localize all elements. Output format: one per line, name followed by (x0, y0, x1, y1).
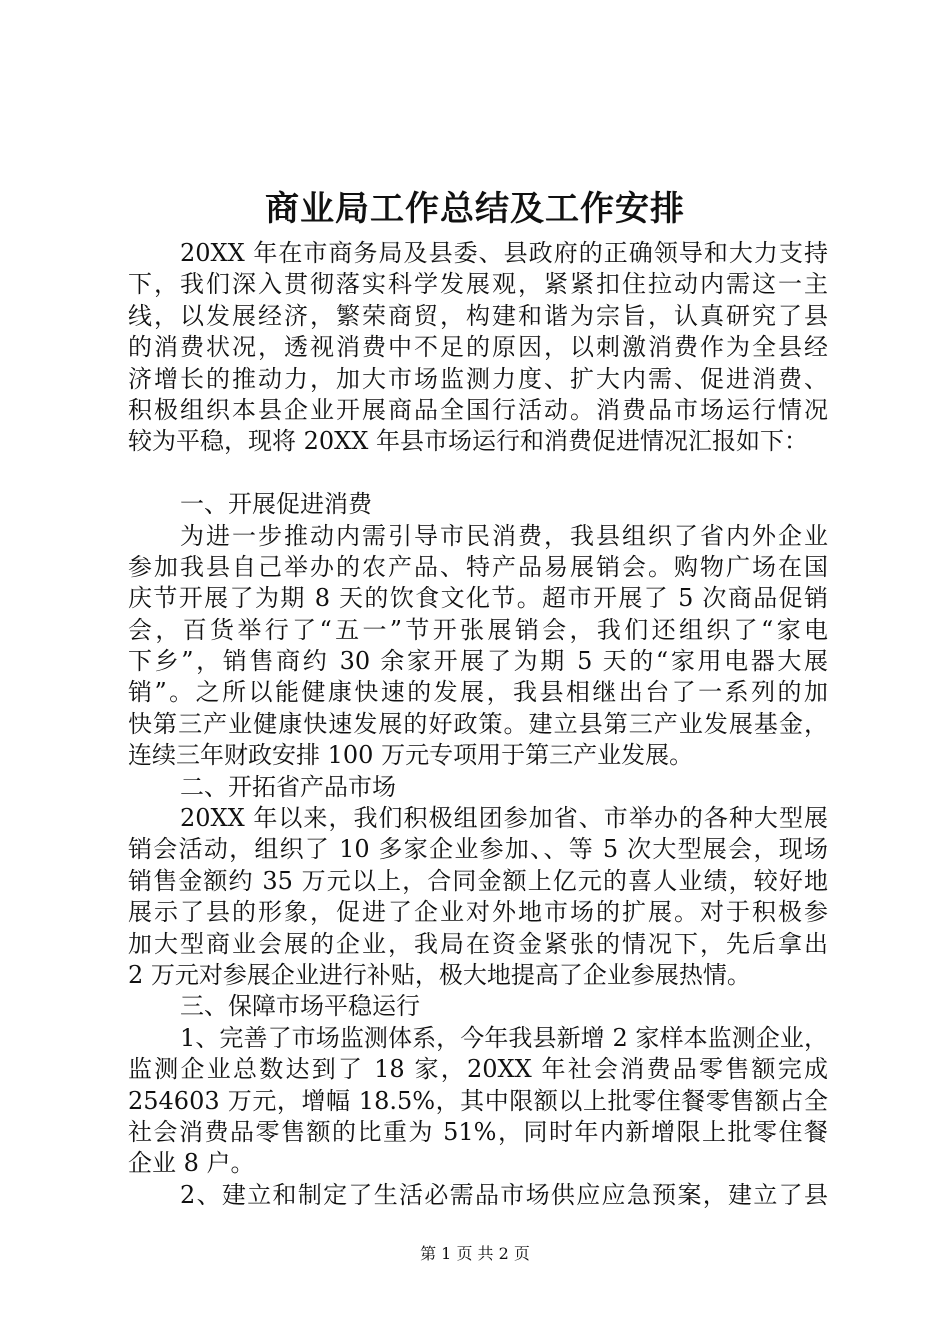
paragraph-line: 254603 万元，增幅 18.5%，其中限额以上批零住餐零售额占全 (128, 1086, 828, 1115)
paragraph-line: 销会活动，组织了 10 多家企业参加、、等 5 次大型展会，现场 (128, 835, 828, 864)
paragraph-gap (128, 458, 828, 489)
paragraph-line: 快第三产业健康快速发展的好政策。建立县第三产业发展基金， (128, 709, 828, 738)
page-footer: 第 1 页 共 2 页 (420, 1244, 530, 1263)
paragraph-line: 庆节开展了为期 8 天的饮食文化节。超市开展了 5 次商品促销 (128, 584, 828, 613)
section-heading: 一、开展促进消费 (180, 490, 372, 519)
paragraph-line: 积极组织本县企业开展商品全国行活动。消费品市场运行情况 (128, 395, 828, 424)
paragraph-line: 销售金额约 35 万元以上，合同金额上亿元的喜人业绩，较好地 (128, 866, 828, 895)
paragraph-line: 加大型商业会展的企业，我局在资金紧张的情况下，先后拿出 (128, 929, 828, 958)
paragraph-line: 为进一步推动内需引导市民消费，我县组织了省内外企业 (180, 521, 828, 550)
section-heading: 三、保障市场平稳运行 (180, 992, 420, 1021)
paragraph-line: 20XX 年以来，我们积极组团参加省、市举办的各种大型展 (180, 804, 828, 833)
paragraph-line: 社会消费品零售额的比重为 51%，同时年内新增限上批零住餐 (128, 1117, 828, 1146)
paragraph-line: 下，我们深入贯彻落实科学发展观，紧紧扣住拉动内需这一主 (128, 270, 828, 299)
paragraph-line: 企业 8 户。 (128, 1149, 255, 1178)
document-body (128, 238, 828, 1211)
paragraph-line: 2 万元对参展企业进行补贴，极大地提高了企业参展热情。 (128, 960, 751, 989)
paragraph-line: 较为平稳，现将 20XX 年县市场运行和消费促进情况汇报如下： (128, 427, 808, 456)
paragraph-line: 下乡”，销售商约 30 余家开展了为期 5 天的“家用电器大展 (128, 647, 828, 676)
paragraph-line: 会，百货举行了“五一”节开张展销会，我们还组织了“家电 (128, 615, 828, 644)
document-title: 商业局工作总结及工作安排 (265, 189, 685, 229)
paragraph-line: 1、完善了市场监测体系，今年我县新增 2 家样本监测企业， (180, 1023, 828, 1052)
paragraph-line: 连续三年财政安排 100 万元专项用于第三产业发展。 (128, 741, 694, 770)
paragraph-line: 的消费状况，透视消费中不足的原因，以刺激消费作为全县经 (128, 333, 828, 362)
paragraph-line: 参加我县自己举办的农产品、特产品易展销会。购物广场在国 (128, 552, 828, 581)
section-heading: 二、开拓省产品市场 (180, 772, 396, 801)
paragraph-line: 线，以发展经济，繁荣商贸，构建和谐为宗旨，认真研究了县 (128, 301, 828, 330)
paragraph-line: 销”。之所以能健康快速的发展，我县相继出台了一系列的加 (128, 678, 828, 707)
paragraph-line: 济增长的推动力，加大市场监测力度、扩大内需、促进消费、 (128, 364, 828, 393)
paragraph-line: 监测企业总数达到了 18 家，20XX 年社会消费品零售额完成 (128, 1055, 828, 1084)
paragraph-line: 20XX 年在市商务局及县委、县政府的正确领导和大力支持 (180, 239, 828, 267)
paragraph-line: 2、建立和制定了生活必需品市场供应应急预案，建立了县 (180, 1180, 828, 1209)
paragraph-line: 展示了县的形象，促进了企业对外地市场的扩展。对于积极参 (128, 898, 828, 927)
